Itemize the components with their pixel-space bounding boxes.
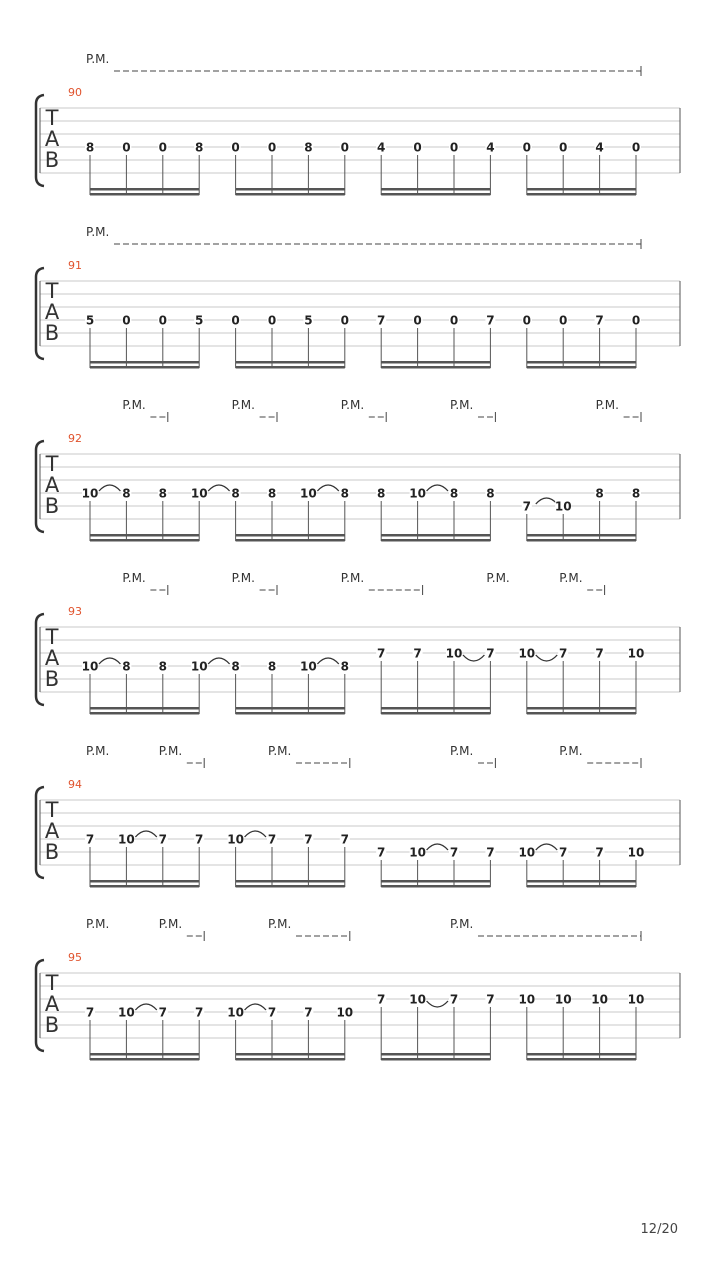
beam-secondary bbox=[381, 885, 490, 888]
fret-number: 4 bbox=[486, 140, 495, 155]
measure-system-94 bbox=[36, 744, 680, 888]
beam-secondary bbox=[527, 712, 636, 715]
page-number: 12/20 bbox=[640, 1222, 678, 1237]
beam-primary bbox=[236, 534, 345, 537]
slur-tie bbox=[208, 485, 229, 491]
tab-clef-letter: T bbox=[45, 106, 59, 130]
fret-number: 10 bbox=[518, 992, 536, 1007]
tab-clef-letter: T bbox=[45, 452, 59, 476]
fret-number: 10 bbox=[518, 845, 536, 860]
fret-number: 0 bbox=[631, 140, 641, 155]
fret-number: 0 bbox=[522, 140, 531, 155]
fret-number: 8 bbox=[231, 659, 240, 674]
fret-number: 0 bbox=[267, 140, 277, 155]
beam-secondary bbox=[527, 193, 636, 196]
fret-number: 7 bbox=[195, 832, 204, 847]
measure-number: 93 bbox=[68, 605, 82, 618]
tab-clef-letter: B bbox=[44, 1013, 60, 1037]
fret-number: 7 bbox=[413, 646, 422, 661]
beam-primary bbox=[527, 534, 636, 537]
fret-number: 10 bbox=[591, 992, 608, 1007]
fret-number: 7 bbox=[158, 1005, 167, 1020]
fret-number: 0 bbox=[122, 140, 131, 155]
fret-number: 8 bbox=[267, 659, 277, 674]
fret-number: 10 bbox=[300, 486, 317, 501]
beam-secondary bbox=[90, 1058, 199, 1061]
fret-number: 8 bbox=[304, 140, 313, 155]
fret-number: 8 bbox=[195, 140, 204, 155]
fret-number: 7 bbox=[340, 832, 349, 847]
slur-tie bbox=[463, 655, 484, 661]
fret-number: 0 bbox=[559, 140, 568, 155]
fret-number: 10 bbox=[627, 646, 645, 661]
beam-primary bbox=[90, 880, 199, 883]
fret-number: 7 bbox=[595, 845, 604, 860]
palm-mute-label: P.M. bbox=[158, 744, 183, 758]
measure-system-90 bbox=[36, 52, 680, 196]
palm-mute-label: P.M. bbox=[268, 917, 292, 931]
palm-mute-label: P.M. bbox=[231, 571, 255, 585]
fret-number: 10 bbox=[627, 992, 645, 1007]
tab-clef-letter: T bbox=[45, 971, 59, 995]
tab-clef-letter: B bbox=[44, 667, 60, 691]
fret-number: 7 bbox=[559, 646, 568, 661]
beam-primary bbox=[90, 1053, 199, 1056]
fret-number: 5 bbox=[195, 313, 204, 328]
beam-secondary bbox=[90, 193, 199, 196]
palm-mute-label: P.M. bbox=[122, 398, 146, 412]
fret-number: 8 bbox=[595, 486, 604, 501]
beam-secondary bbox=[236, 712, 345, 715]
tab-clef-letter: A bbox=[44, 992, 60, 1016]
fret-number: 0 bbox=[231, 140, 240, 155]
measure-system-93 bbox=[36, 571, 680, 715]
slur-tie bbox=[427, 1001, 448, 1007]
beam-primary bbox=[527, 361, 636, 364]
fret-number: 7 bbox=[377, 992, 386, 1007]
fret-number: 0 bbox=[340, 140, 349, 155]
fret-number: 8 bbox=[122, 659, 131, 674]
beam-secondary bbox=[527, 366, 636, 369]
slur-tie bbox=[245, 831, 266, 837]
beam-secondary bbox=[381, 539, 490, 542]
beam-secondary bbox=[381, 366, 490, 369]
slur-tie bbox=[245, 1004, 266, 1010]
fret-number: 10 bbox=[409, 486, 426, 501]
fret-number: 4 bbox=[595, 140, 604, 155]
fret-number: 0 bbox=[631, 313, 641, 328]
beam-secondary bbox=[381, 1058, 490, 1061]
beam-primary bbox=[381, 188, 490, 191]
measure-number: 92 bbox=[68, 432, 82, 445]
beam-secondary bbox=[381, 193, 490, 196]
palm-mute-label: P.M. bbox=[231, 398, 255, 412]
fret-number: 8 bbox=[158, 486, 167, 501]
measure-system-95 bbox=[36, 917, 680, 1061]
fret-number: 10 bbox=[227, 1005, 244, 1020]
beam-primary bbox=[236, 880, 345, 883]
tab-clef-letter: A bbox=[44, 819, 60, 843]
beam-primary bbox=[90, 707, 199, 710]
fret-number: 7 bbox=[559, 845, 568, 860]
fret-number: 10 bbox=[190, 659, 208, 674]
beam-primary bbox=[527, 1053, 636, 1056]
fret-number: 7 bbox=[522, 499, 531, 514]
fret-number: 7 bbox=[158, 832, 167, 847]
fret-number: 8 bbox=[449, 486, 459, 501]
slur-tie bbox=[536, 655, 557, 661]
tab-clef-letter: T bbox=[45, 625, 59, 649]
beam-primary bbox=[90, 188, 199, 191]
fret-number: 7 bbox=[304, 1005, 313, 1020]
fret-number: 7 bbox=[304, 832, 313, 847]
tab-clef-letter: T bbox=[45, 798, 59, 822]
measure-number: 94 bbox=[68, 778, 82, 791]
fret-number: 0 bbox=[559, 313, 568, 328]
fret-number: 8 bbox=[340, 659, 349, 674]
fret-number: 10 bbox=[118, 1005, 135, 1020]
tab-clef-letter: A bbox=[44, 646, 60, 670]
beam-secondary bbox=[527, 1058, 636, 1061]
beam-secondary bbox=[527, 539, 636, 542]
fret-number: 10 bbox=[81, 486, 99, 501]
palm-mute-label: P.M. bbox=[559, 744, 583, 758]
fret-number: 7 bbox=[85, 832, 95, 847]
palm-mute-label: P.M. bbox=[86, 52, 110, 66]
beam-primary bbox=[236, 1053, 345, 1056]
fret-number: 0 bbox=[267, 313, 277, 328]
tab-clef-letter: B bbox=[44, 840, 60, 864]
fret-number: 0 bbox=[413, 313, 422, 328]
fret-number: 7 bbox=[486, 845, 495, 860]
fret-number: 7 bbox=[85, 1005, 95, 1020]
beam-secondary bbox=[236, 885, 345, 888]
fret-number: 7 bbox=[595, 646, 604, 661]
fret-number: 7 bbox=[377, 313, 386, 328]
beam-primary bbox=[381, 361, 490, 364]
tab-clef-letter: T bbox=[45, 279, 59, 303]
fret-number: 8 bbox=[631, 486, 641, 501]
fret-number: 10 bbox=[445, 646, 463, 661]
beam-secondary bbox=[236, 193, 345, 196]
fret-number: 10 bbox=[227, 832, 244, 847]
palm-mute-label: P.M. bbox=[86, 744, 110, 758]
slur-tie bbox=[99, 658, 120, 664]
beam-secondary bbox=[90, 539, 199, 542]
beam-primary bbox=[527, 188, 636, 191]
fret-number: 0 bbox=[122, 313, 131, 328]
palm-mute-label: P.M. bbox=[158, 917, 183, 931]
fret-number: 0 bbox=[449, 313, 459, 328]
slur-tie bbox=[135, 831, 156, 837]
beam-primary bbox=[381, 880, 490, 883]
beam-secondary bbox=[90, 885, 199, 888]
slur-tie bbox=[427, 844, 448, 850]
fret-number: 10 bbox=[554, 499, 572, 514]
palm-mute-label: P.M. bbox=[340, 398, 365, 412]
measure-system-92 bbox=[36, 398, 680, 542]
tab-clef-letter: A bbox=[44, 127, 60, 151]
fret-number: 10 bbox=[336, 1005, 354, 1020]
slur-tie bbox=[536, 844, 557, 850]
measure-number: 91 bbox=[68, 259, 82, 272]
fret-number: 10 bbox=[518, 646, 536, 661]
slur-tie bbox=[135, 1004, 156, 1010]
measure-number: 90 bbox=[68, 86, 82, 99]
palm-mute-label: P.M. bbox=[86, 917, 110, 931]
fret-number: 4 bbox=[377, 140, 386, 155]
measure-number: 95 bbox=[68, 951, 82, 964]
palm-mute-label: P.M. bbox=[595, 398, 619, 412]
beam-secondary bbox=[236, 539, 345, 542]
beam-secondary bbox=[381, 712, 490, 715]
fret-number: 10 bbox=[190, 486, 208, 501]
fret-number: 7 bbox=[449, 845, 459, 860]
fret-number: 10 bbox=[81, 659, 99, 674]
beam-primary bbox=[90, 361, 199, 364]
palm-mute-label: P.M. bbox=[450, 398, 474, 412]
beam-secondary bbox=[236, 1058, 345, 1061]
fret-number: 10 bbox=[627, 845, 645, 860]
fret-number: 7 bbox=[486, 992, 495, 1007]
fret-number: 7 bbox=[377, 845, 386, 860]
fret-number: 7 bbox=[449, 992, 459, 1007]
slur-tie bbox=[317, 485, 338, 491]
fret-number: 7 bbox=[377, 646, 386, 661]
tab-clef-letter: B bbox=[44, 148, 60, 172]
fret-number: 0 bbox=[158, 140, 167, 155]
beam-primary bbox=[381, 707, 490, 710]
palm-mute-label: P.M. bbox=[268, 744, 292, 758]
fret-number: 8 bbox=[158, 659, 167, 674]
beam-secondary bbox=[90, 366, 199, 369]
palm-mute-label: P.M. bbox=[559, 571, 583, 585]
tab-clef-letter: B bbox=[44, 494, 60, 518]
slur-tie bbox=[99, 485, 120, 491]
fret-number: 7 bbox=[195, 1005, 204, 1020]
palm-mute-label: P.M. bbox=[122, 571, 146, 585]
fret-number: 8 bbox=[231, 486, 240, 501]
beam-secondary bbox=[90, 712, 199, 715]
fret-number: 10 bbox=[409, 992, 426, 1007]
fret-number: 7 bbox=[267, 1005, 277, 1020]
palm-mute-label: P.M. bbox=[486, 571, 510, 585]
fret-number: 8 bbox=[85, 140, 95, 155]
beam-secondary bbox=[527, 885, 636, 888]
fret-number: 0 bbox=[449, 140, 459, 155]
fret-number: 5 bbox=[85, 313, 95, 328]
beam-secondary bbox=[236, 366, 345, 369]
tab-clef-letter: A bbox=[44, 473, 60, 497]
palm-mute-label: P.M. bbox=[340, 571, 365, 585]
fret-number: 10 bbox=[118, 832, 135, 847]
fret-number: 0 bbox=[522, 313, 531, 328]
fret-number: 7 bbox=[595, 313, 604, 328]
beam-primary bbox=[236, 361, 345, 364]
measure-system-91 bbox=[36, 225, 680, 369]
fret-number: 5 bbox=[304, 313, 313, 328]
tab-clef-letter: A bbox=[44, 300, 60, 324]
beam-primary bbox=[381, 534, 490, 537]
fret-number: 0 bbox=[340, 313, 349, 328]
palm-mute-label: P.M. bbox=[450, 744, 474, 758]
slur-tie bbox=[317, 658, 338, 664]
fret-number: 0 bbox=[158, 313, 167, 328]
fret-number: 10 bbox=[409, 845, 426, 860]
fret-number: 7 bbox=[486, 646, 495, 661]
beam-primary bbox=[381, 1053, 490, 1056]
tab-clef-letter: B bbox=[44, 321, 60, 345]
palm-mute-label: P.M. bbox=[450, 917, 474, 931]
fret-number: 10 bbox=[554, 992, 572, 1007]
slur-tie bbox=[208, 658, 229, 664]
slur-tie bbox=[427, 485, 448, 491]
fret-number: 7 bbox=[486, 313, 495, 328]
fret-number: 0 bbox=[231, 313, 240, 328]
beam-primary bbox=[236, 707, 345, 710]
fret-number: 8 bbox=[122, 486, 131, 501]
fret-number: 10 bbox=[300, 659, 317, 674]
fret-number: 8 bbox=[267, 486, 277, 501]
beam-primary bbox=[90, 534, 199, 537]
fret-number: 8 bbox=[377, 486, 386, 501]
beam-primary bbox=[527, 707, 636, 710]
fret-number: 8 bbox=[340, 486, 349, 501]
fret-number: 8 bbox=[486, 486, 495, 501]
beam-primary bbox=[527, 880, 636, 883]
beam-primary bbox=[236, 188, 345, 191]
fret-number: 0 bbox=[413, 140, 422, 155]
palm-mute-label: P.M. bbox=[86, 225, 110, 239]
fret-number: 7 bbox=[267, 832, 277, 847]
